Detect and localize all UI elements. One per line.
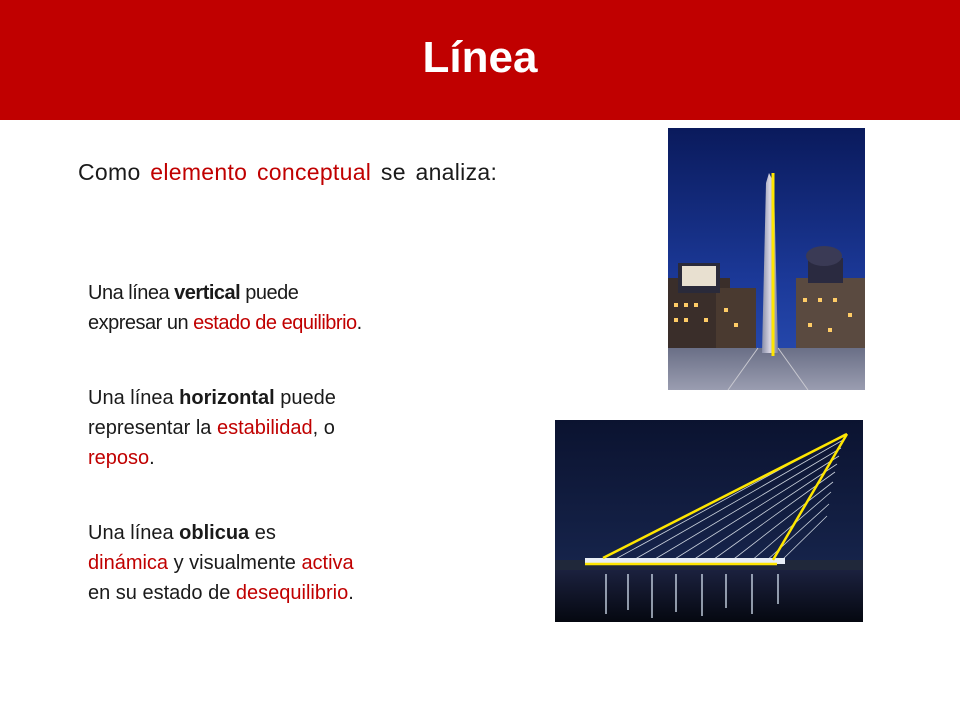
text-fragment: . [356, 312, 362, 334]
red-term-estabilidad: estabilidad [216, 417, 313, 439]
subtitle-prefix: Como [78, 159, 151, 185]
text-fragment: Una línea [88, 387, 180, 409]
red-term-dinamica: dinámica [88, 552, 169, 574]
subtitle-highlight: elemento conceptual [150, 159, 372, 185]
subtitle-suffix: se analiza: [371, 159, 498, 185]
bridge-photo [555, 420, 863, 622]
obelisk-illustration [668, 128, 865, 390]
text-fragment: , o [312, 417, 335, 439]
text-fragment: Una línea [88, 282, 175, 304]
red-term-desequilibrio: desequilibrio [235, 582, 349, 604]
text-fragment: Una línea [88, 522, 180, 544]
text-fragment: representar la [88, 417, 217, 439]
subtitle [78, 159, 497, 186]
red-term-activa: activa [301, 552, 354, 574]
bold-term-vertical: vertical [174, 282, 241, 304]
text-fragment: expresar un [88, 312, 194, 334]
text-fragment: en su estado de [88, 582, 236, 604]
obelisk-photo [668, 128, 865, 390]
text-fragment: . [348, 582, 354, 604]
red-term-reposo: reposo [88, 447, 150, 469]
red-term-equilibrio: estado de equilibrio [193, 312, 357, 334]
bridge-illustration [555, 420, 863, 622]
paragraph-oblique [88, 518, 354, 608]
bold-term-horizontal: horizontal [179, 387, 275, 409]
bold-term-oblicua: oblicua [179, 522, 250, 544]
text-fragment: es [249, 522, 276, 544]
text-fragment: puede [240, 282, 299, 304]
slide-title: Línea [422, 33, 538, 82]
paragraph-horizontal [88, 383, 336, 473]
title-bar [0, 0, 960, 120]
text-fragment: puede [274, 387, 336, 409]
paragraph-vertical [88, 278, 362, 338]
text-fragment: . [149, 447, 155, 469]
text-fragment: y visualmente [168, 552, 302, 574]
